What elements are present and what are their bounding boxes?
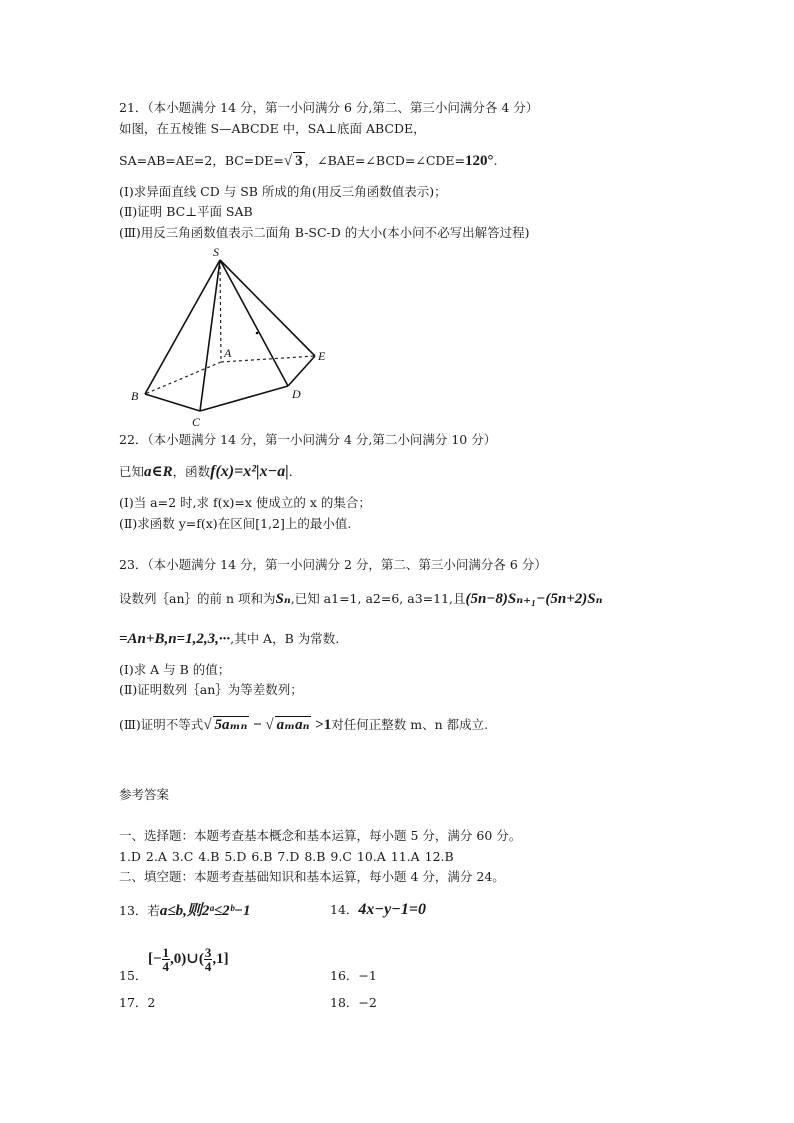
q23-part3-a: (Ⅲ)证明不等式 [119, 717, 204, 732]
sqrt-icon: √ [265, 717, 274, 733]
edge-SD [220, 260, 288, 386]
answers-choices: 1.D 2.A 3.C 4.B 5.D 6.B 7.D 8.B 9.C 10.A 11.A 12.B [119, 849, 454, 864]
q23-part3-b: 对任何正整数 m、n 都成立. [331, 717, 489, 732]
q23-header: 23．（本小题满分 14 分，第一小问满分 2 分，第二、第三小问满分各 6 分） [119, 557, 547, 572]
edge-SA [220, 260, 221, 362]
edge-BC [145, 394, 200, 411]
q23-line2-eq: =An+B,n=1,2,3,··· [119, 631, 231, 647]
sqrt-icon: √ [203, 717, 212, 733]
edge-CD [200, 386, 288, 411]
q22-part2: (Ⅱ)求函数 y=f(x)在区间[1,2]上的最小值. [119, 516, 352, 531]
q23-line1-a: 设数列｛an｝的前 n 项和为 [119, 591, 276, 606]
edge-mark [256, 332, 259, 335]
q21-given-angle: 120° [465, 153, 494, 169]
q23-line1-eq: (5n−8)Sₙ₊₁−(5n+2)Sₙ [465, 591, 603, 607]
answer-15-mid: ,0)∪( [170, 951, 204, 967]
answer-13-math: a≤b,则2ᵃ≤2ᵇ−1 [159, 903, 251, 919]
q21-part2: (Ⅱ)证明 BC⊥平面 SAB [119, 204, 253, 219]
q23-part3 [119, 716, 488, 733]
q21-given-mid: ，∠BAE=∠BCD=∠CDE= [304, 153, 466, 168]
answer-13-label: 13．若 [119, 903, 160, 918]
answer-16: 16．−1 [330, 968, 377, 983]
label-S: S [213, 248, 219, 259]
q23-line1 [119, 591, 602, 607]
q23-line2 [119, 631, 339, 647]
q23-line2-b: ,其中 A，B 为常数. [230, 631, 340, 646]
sqrt-icon: √ [283, 153, 293, 169]
q22-given-b: ，函数 [172, 464, 211, 479]
answer-15-frac2-num: 3 [204, 945, 212, 961]
q21-intro: 如图，在五棱锥 S—ABCDE 中，SA⊥底面 ABCDE， [119, 121, 426, 136]
answer-15-frac1-num: 1 [162, 945, 170, 961]
q23-part3-minus: − [249, 717, 266, 733]
q21-part1: (Ⅰ)求异面直线 CD 与 SB 所成的角(用反三角函数值表示)； [119, 184, 447, 199]
answer-15-math [148, 944, 229, 974]
answer-18: 18．−2 [330, 995, 377, 1010]
q23-line1-b: ,已知 a1=1, a2=6, a3=11,且 [290, 591, 466, 606]
answer-15-open: [− [148, 951, 162, 967]
answer-15-frac1 [162, 946, 171, 973]
label-D: D [292, 387, 301, 401]
q23-part3-sqrt1: 5aₘₙ [214, 717, 248, 733]
answer-14-math: 4x−y−1=0 [358, 901, 427, 918]
answer-15-frac1-den: 4 [162, 959, 170, 975]
edge-AE [221, 356, 315, 362]
q21-given-end: . [493, 153, 498, 168]
q21-given-sqrt: 3 [295, 153, 303, 169]
q23-line1-sn: Sₙ [275, 591, 291, 607]
q22-given-end: . [288, 464, 293, 479]
q23-part3-gt: >1 [311, 717, 332, 733]
edge-SC [200, 260, 220, 411]
edge-SE [220, 260, 315, 356]
answers-sec2: 二、填空题：本题考查基础知识和基本运算，每小题 4 分，满分 24。 [119, 869, 505, 884]
answer-14 [330, 902, 426, 918]
q22-header: 22．（本小题满分 14 分，第一小问满分 4 分,第二小问满分 10 分） [119, 432, 497, 447]
q22-part1: (Ⅰ)当 a=2 时,求 f(x)=x 使成立的 x 的集合； [119, 495, 371, 510]
q21-part3: (Ⅲ)用反三角函数值表示二面角 B-SC-D 的大小(本小问不必写出解答过程) [119, 225, 530, 240]
edge-DE [288, 356, 315, 386]
answer-13 [119, 903, 251, 919]
answers-title: 参考答案 [119, 787, 170, 802]
answer-17: 17．2 [119, 995, 156, 1010]
q23-part3-sqrt2: aₘaₙ [276, 717, 310, 733]
answer-15-close: ,1] [212, 951, 229, 967]
answer-15-label: 15． [119, 968, 148, 983]
q21-header: 21．（本小题满分 14 分，第一小问满分 6 分,第二、第三小问满分各 4 分） [119, 100, 539, 115]
edge-AB [145, 362, 221, 394]
edge-SB [145, 260, 220, 394]
label-E: E [318, 349, 326, 363]
label-C: C [192, 415, 201, 429]
q21-given-prefix: SA=AB=AE=2，BC=DE= [119, 153, 284, 168]
pyramid-figure [120, 248, 340, 433]
q22-given-cond: a∈R [144, 464, 173, 480]
answer-14-label: 14． [330, 902, 359, 917]
q22-given-func: f(x)=x²|x−a| [210, 463, 289, 480]
answers-sec1: 一、选择题：本题考查基本概念和基本运算，每小题 5 分，满分 60 分。 [119, 828, 522, 843]
q22-given-a: 已知 [119, 464, 145, 479]
q23-part2: (Ⅱ)证明数列｛an｝为等差数列； [119, 682, 303, 697]
q22-given [119, 464, 293, 480]
q21-given [119, 152, 498, 169]
answer-15-frac2-den: 4 [204, 959, 212, 975]
q23-part1: (Ⅰ)求 A 与 B 的值； [119, 662, 231, 677]
label-B: B [131, 389, 139, 403]
label-A: A [224, 346, 232, 360]
